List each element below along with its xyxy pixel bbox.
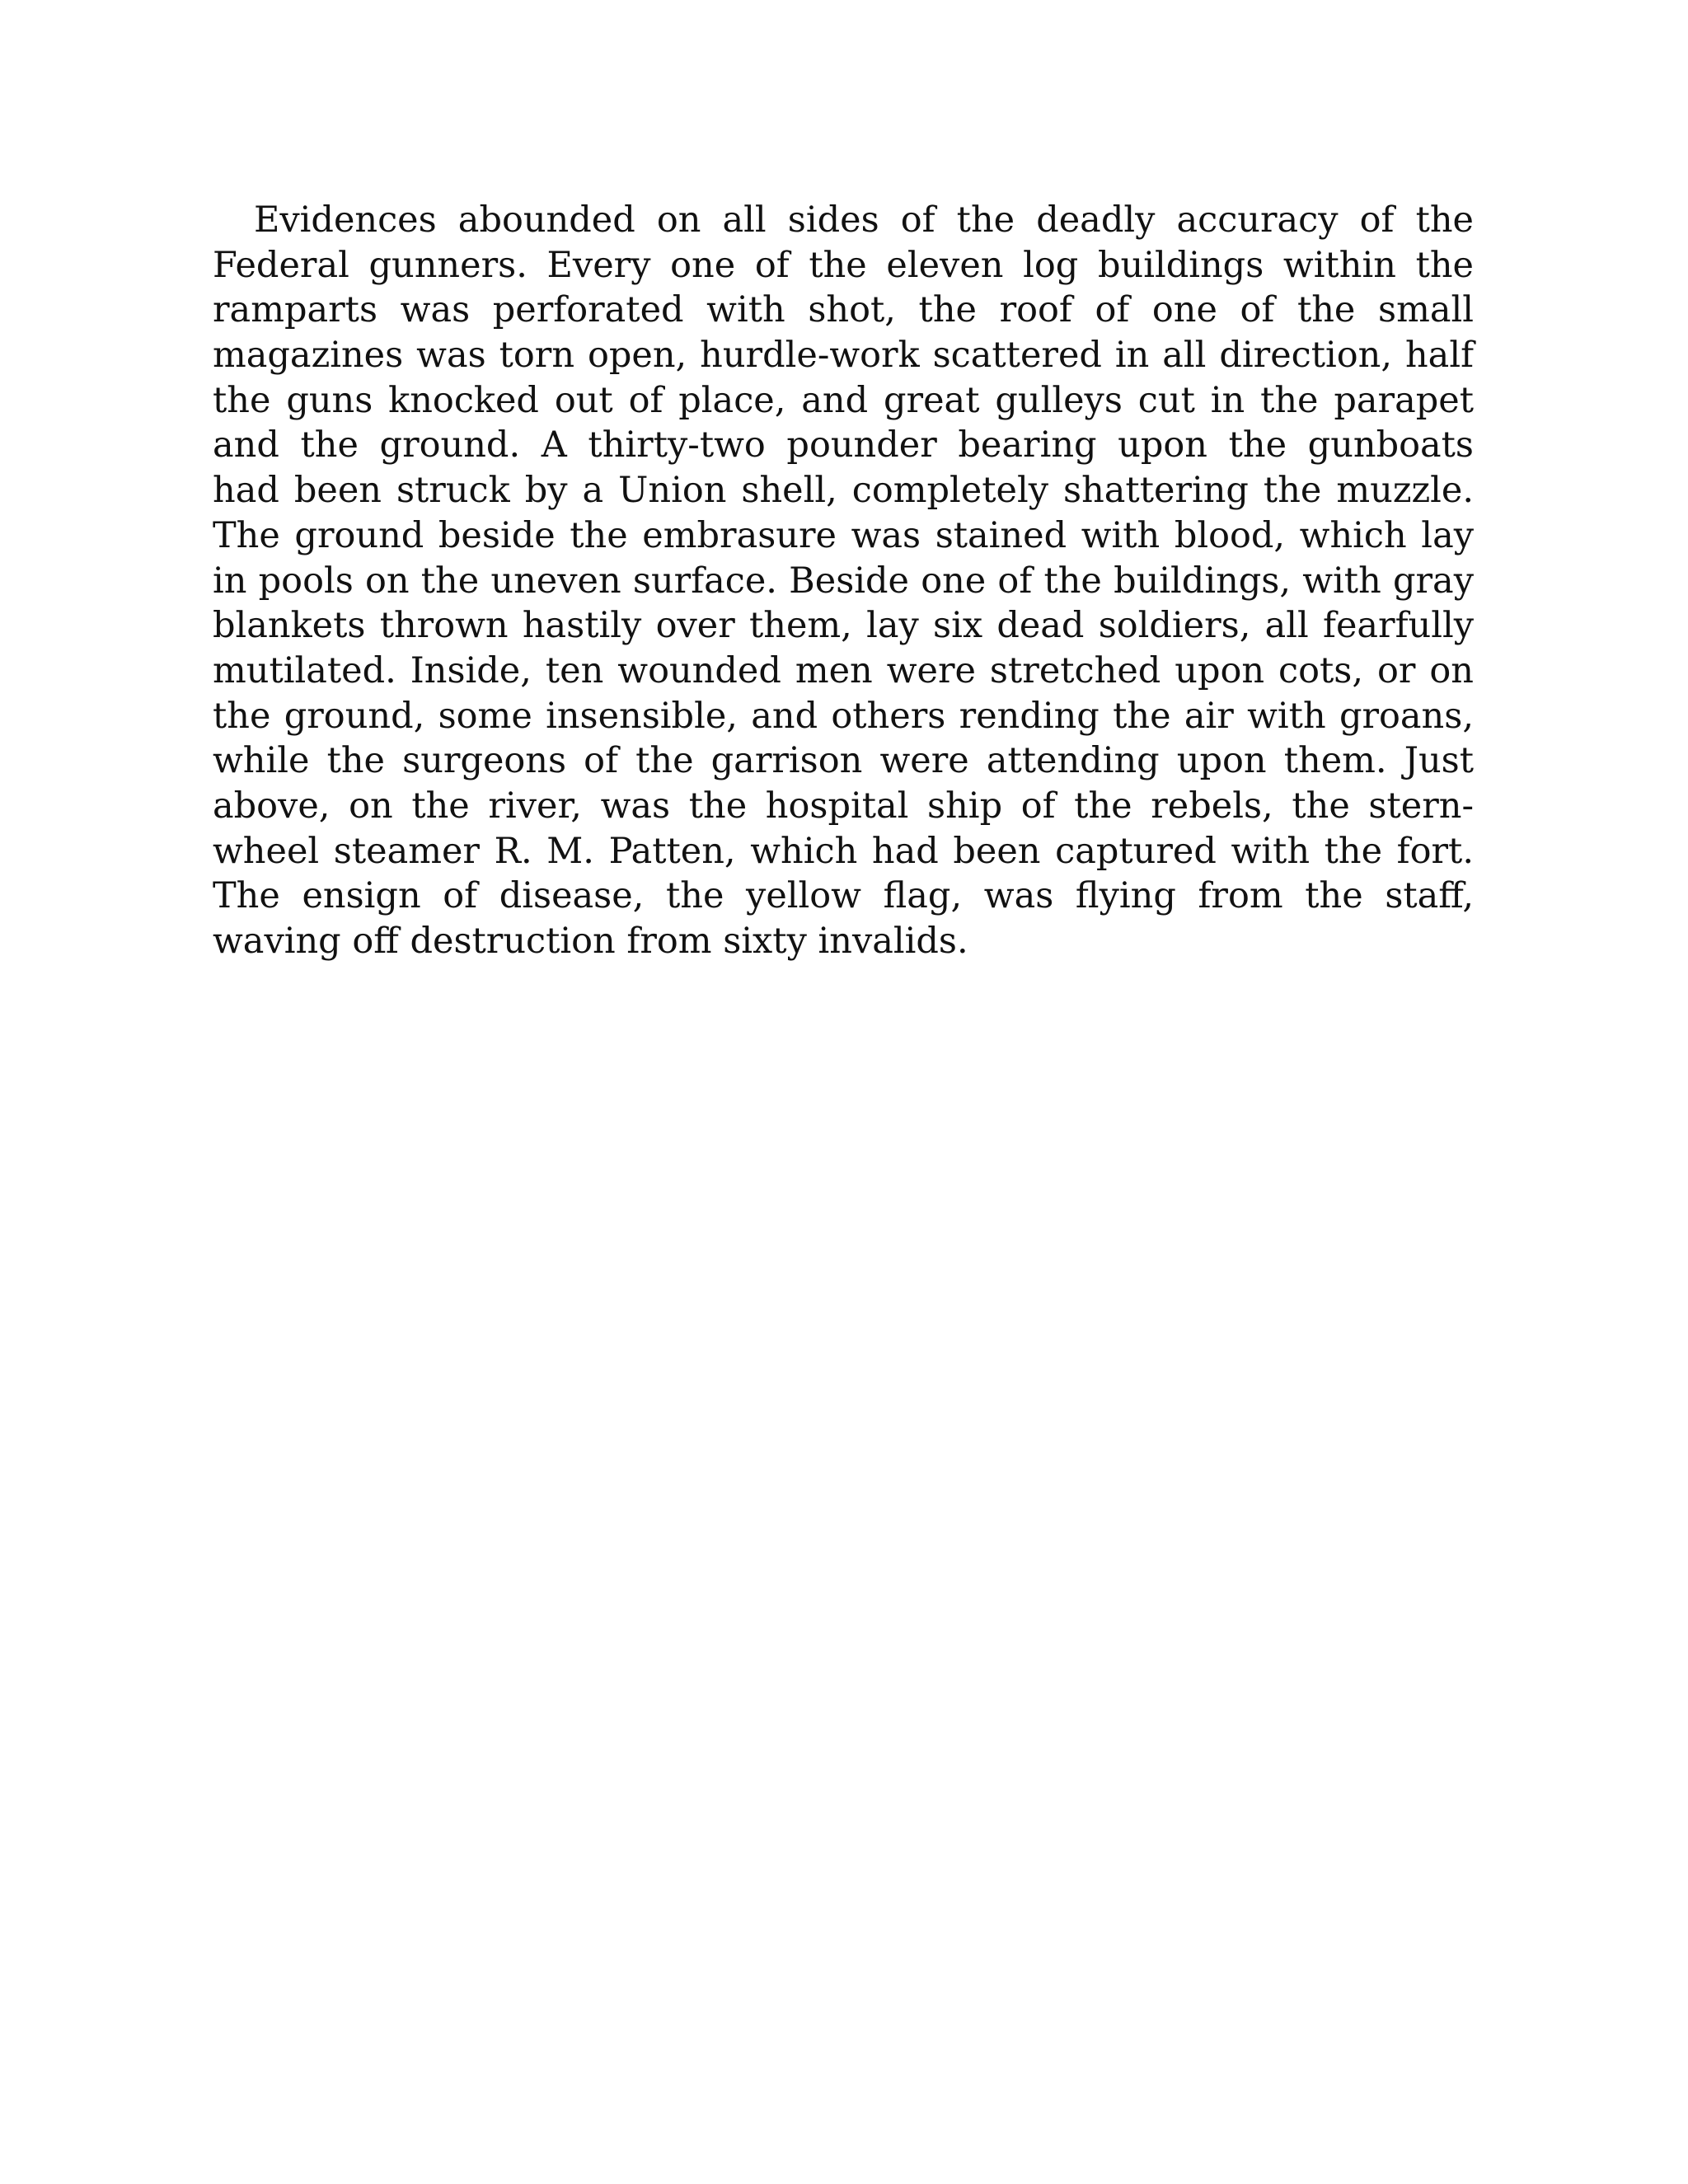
paragraph-line: The ground beside the embrasure was stained with blood, which lay — [213, 514, 1474, 556]
paragraph-line: above, on the river, was the hospital ship of the rebels, the stern- — [213, 785, 1474, 827]
body-paragraph — [213, 198, 1474, 964]
paragraph-line: Federal gunners. Every one of the eleven log buildings within the — [213, 244, 1474, 286]
paragraph-line: and the ground. A thirty-two pounder bearing upon the gunboats — [213, 424, 1474, 466]
paragraph-line: the ground, some insensible, and others rending the air with groans, — [213, 695, 1474, 737]
paragraph-line: while the surgeons of the garrison were attending upon them. Just — [213, 740, 1474, 782]
paragraph-line: The ensign of disease, the yellow flag, was flying from the staff, — [213, 875, 1474, 917]
paragraph-line: magazines was torn open, hurdle-work scattered in all direction, half — [213, 335, 1474, 377]
paragraph-line: the guns knocked out of place, and great gulleys cut in the parapet — [213, 379, 1474, 421]
paragraph-line: Evidences abounded on all sides of the deadly accuracy of the — [254, 199, 1474, 241]
paragraph-line: mutilated. Inside, ten wounded men were stretched upon cots, or on — [213, 649, 1474, 691]
paragraph-line: had been struck by a Union shell, completely shattering the muzzle. — [213, 470, 1474, 512]
paragraph-line: blankets thrown hastily over them, lay six dead soldiers, all fearfully — [213, 605, 1474, 647]
paragraph-line: in pools on the uneven surface. Beside one of the buildings, with gray — [213, 560, 1474, 602]
paragraph-line: wheel steamer R. M. Patten, which had been captured with the fort. — [213, 830, 1474, 872]
paragraph-line: waving off destruction from sixty invalids. — [213, 921, 968, 962]
paragraph-line: ramparts was perforated with shot, the roof of one of the small — [213, 289, 1474, 331]
